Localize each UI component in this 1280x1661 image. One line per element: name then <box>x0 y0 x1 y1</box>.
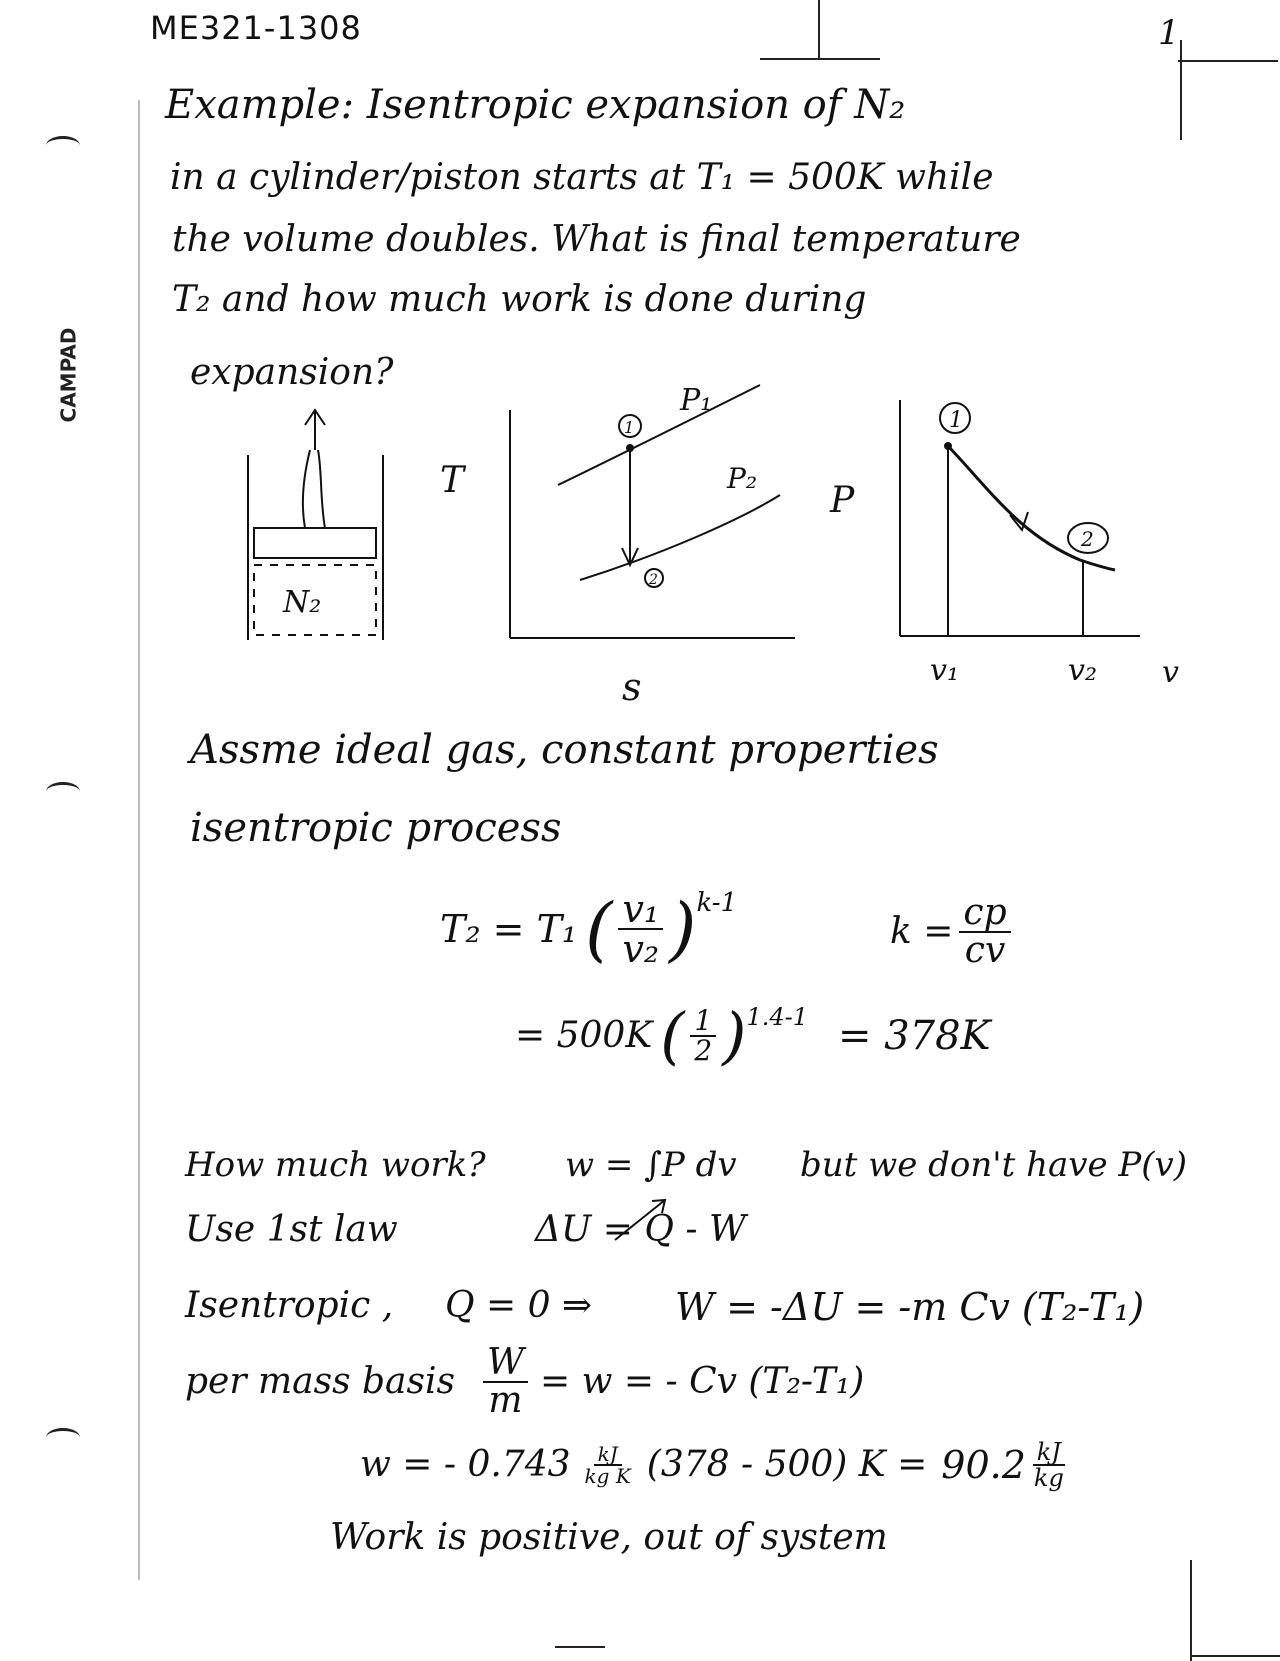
expansion-arrow-icon <box>305 410 325 450</box>
ts-x-axis-label: s <box>622 665 642 709</box>
ts-y-axis-label: T <box>440 460 465 501</box>
ts-isobar-p2-label: P₂ <box>727 462 758 495</box>
pv-state1-label: 1 <box>949 408 963 433</box>
problem-line-1: Example: Isentropic expansion of N₂ <box>165 82 906 128</box>
page-number: 1 <box>1158 13 1180 53</box>
problem-line-4: T₂ and how much work is done during <box>172 279 867 320</box>
per-mass-label: per mass basis <box>185 1361 455 1402</box>
punch-hole-bottom <box>46 1428 80 1447</box>
eval-paren-close: ) <box>722 999 747 1072</box>
volume-ratio <box>618 887 663 971</box>
piston-rod <box>303 450 325 528</box>
pv-process-curve <box>948 446 1115 570</box>
t2-evaluation-prefix: = 500K <box>515 1015 653 1056</box>
figures-diagrams <box>0 0 1280 720</box>
w-per-m <box>483 1342 528 1421</box>
problem-line-3: the volume doubles. What is final temperature <box>172 219 1021 260</box>
half-ratio <box>690 1004 716 1067</box>
footer-rule <box>555 1646 605 1648</box>
ts-state1-label: 1 <box>624 418 635 437</box>
half-ratio-num: 1 <box>690 1007 716 1037</box>
pv-state1-point <box>944 442 952 450</box>
assumption-line-1: Assme ideal gas, constant properties <box>190 727 939 773</box>
ts-state1-point <box>626 444 634 452</box>
k-definition <box>890 892 1017 971</box>
punch-hole-middle <box>46 782 80 801</box>
w-equation: W = -ΔU = -m Cv (T₂-T₁) <box>675 1285 1145 1329</box>
cylinder-gas-label: N₂ <box>283 585 322 620</box>
w-per-m-num: W <box>483 1345 528 1383</box>
work-result-units <box>1030 1440 1068 1490</box>
cv-units-den: kg K <box>584 1464 631 1488</box>
q-zero: Q = 0 ⇒ <box>445 1285 593 1326</box>
w-per-m-rest: = w = - Cv (T₂-T₁) <box>539 1361 865 1402</box>
pv-x-axis-label: v <box>1162 655 1179 690</box>
footer-rule-right <box>1190 1655 1280 1657</box>
conclusion: Work is positive, out of system <box>330 1517 888 1558</box>
problem-line-5: expansion? <box>190 352 394 393</box>
first-law-equation: ΔU = Q - W <box>535 1209 746 1250</box>
ts-isobar-p2 <box>580 495 780 580</box>
w-per-m-den: m <box>488 1380 523 1421</box>
work-integral: w = ∫P dv <box>565 1145 737 1185</box>
k-definition-lhs: k = <box>890 911 954 952</box>
problem-line-2: in a cylinder/piston starts at T₁ = 500K while <box>170 157 994 198</box>
work-calculation <box>360 1440 1074 1490</box>
per-mass-line <box>185 1342 865 1421</box>
k-ratio-num: cp <box>959 895 1010 933</box>
work-note: but we don't have P(v) <box>800 1145 1188 1185</box>
q-strike-line <box>615 1200 665 1240</box>
work-result-units-den: kg <box>1033 1464 1064 1492</box>
cv-units-num: kJ <box>594 1444 622 1466</box>
eval-paren-open: ( <box>660 999 685 1072</box>
work-calc-mid: (378 - 500) K = <box>646 1444 928 1485</box>
work-result-value: 90.2 <box>941 1443 1026 1487</box>
ts-state2-label: 2 <box>649 572 658 588</box>
footer-tick-right <box>1190 1560 1192 1661</box>
exponent-value: 1.4-1 <box>746 1003 808 1031</box>
first-law-label: Use 1st law <box>185 1209 398 1250</box>
pv-y-axis-label: P <box>830 480 855 521</box>
logo-text: CAMPAD <box>56 327 80 423</box>
work-calc-prefix: w = - 0.743 <box>360 1444 571 1485</box>
exponent-k: k-1 <box>696 888 738 918</box>
t2-formula <box>440 887 738 971</box>
k-ratio-den: cv <box>964 930 1006 971</box>
isentropic-label: Isentropic , <box>185 1285 394 1326</box>
pv-state2-label: 2 <box>1081 527 1094 551</box>
course-code: ME321-1308 <box>150 9 362 47</box>
half-ratio-den: 2 <box>694 1034 713 1067</box>
piston <box>254 528 376 558</box>
pv-diagram <box>900 400 1140 636</box>
q-strikethrough <box>610 1195 670 1245</box>
volume-ratio-num: v₁ <box>618 890 663 930</box>
paren-open: ( <box>585 888 613 970</box>
k-ratio <box>959 892 1010 971</box>
assumption-line-2: isentropic process <box>190 805 562 851</box>
pv-v1-label: v₁ <box>930 653 959 688</box>
pv-v2-label: v₂ <box>1068 653 1097 688</box>
t2-formula-lhs: T₂ = T₁ <box>440 907 578 951</box>
ts-isobar-p1-label: P₁ <box>680 383 713 418</box>
paren-close: ) <box>669 888 697 970</box>
ts-diagram <box>510 385 795 638</box>
t2-result: = 378K <box>838 1013 991 1059</box>
volume-ratio-den: v₂ <box>622 927 660 971</box>
t2-evaluation <box>515 999 991 1072</box>
work-result-units-num: kJ <box>1033 1440 1065 1466</box>
work-question: How much work? <box>185 1145 486 1185</box>
cv-units <box>581 1444 635 1486</box>
